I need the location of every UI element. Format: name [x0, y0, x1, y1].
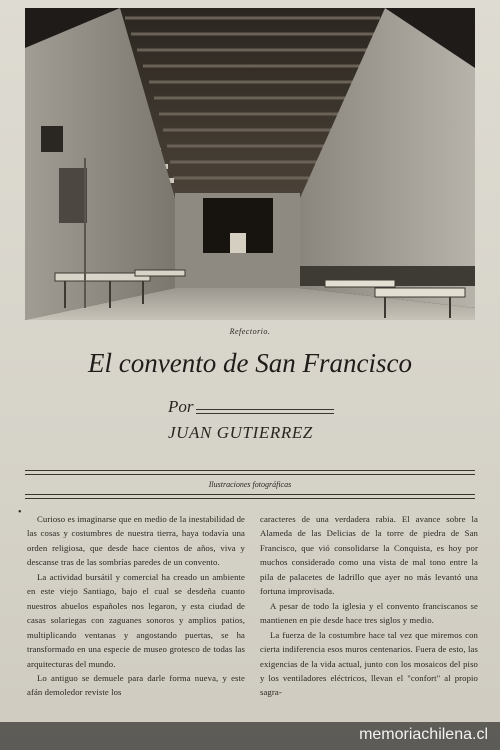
refectory-photo	[25, 8, 475, 320]
paragraph: caracteres de una verdadera rabia. El avance sobre la Alameda de las Delicias de la torre de piedra de San Francisco, que vió consolidarse la Conquista, es hoy por muchos considerado como una vista de mal tono entre la pila de palacetes de ladrillo que ayer no más levantó una fortuna improvisada.	[260, 514, 478, 597]
paragraph: La actividad bursátil y comercial ha creado un ambiente en este viejo Santiago, bajo el cual se desdeña cuanto nuestros abuelos españoles nos legaron, y esta ciudad de casas solariegas con zaguanes sonoros y amplios patios, multiplicando ventanas y angostando puertas, se ha transformado en una especie de museo grotesco de todas las arquitecturas del mundo.	[27, 571, 245, 669]
byline-rule	[196, 409, 334, 414]
paragraph: La fuerza de la costumbre hace tal vez que miremos con cierta indiferencia esos muros centenarios. Fuera de esto, las exigencias de la vida actual, junto con los mosaicos del piso y los ventiladores eléctricos, llevan el "confort" al propio sagra-	[260, 629, 478, 698]
article-column-right	[260, 512, 478, 700]
paragraph: Curioso es imaginarse que en medio de la inestabilidad de las cosas y costumbres de nuestra tierra, haya todavía una orden religiosa, que desde hace cientos de años, viva y descanse tras de las sombrías paredes de un convento.	[27, 514, 245, 568]
watermark-bar	[0, 722, 500, 750]
header-rule-bottom	[25, 494, 475, 495]
header-rule-top	[25, 470, 475, 471]
header-rule-bottom-2	[25, 498, 475, 499]
paragraph: Lo antiguo se demuele para darle forma nueva, y este afán demoledor reviste los	[27, 672, 245, 698]
refectory-photo-image	[25, 8, 475, 320]
byline-prefix: Por	[168, 397, 194, 416]
photo-caption: Refectorio.	[229, 327, 271, 336]
article-author: JUAN GUTIERREZ	[168, 423, 313, 442]
paragraph: A pesar de todo la iglesia y el convento franciscanos se mantienen en pie desde hace tres siglos y medio.	[260, 600, 478, 626]
paragraph-bullet: •	[18, 507, 22, 518]
watermark-text: memoriachilena.cl	[359, 726, 488, 743]
article-column-left	[27, 512, 245, 700]
header-rule-top-2	[25, 474, 475, 475]
illustrations-note: Ilustraciones fotográficas	[208, 480, 292, 489]
article-title: El convento de San Francisco	[88, 348, 412, 378]
